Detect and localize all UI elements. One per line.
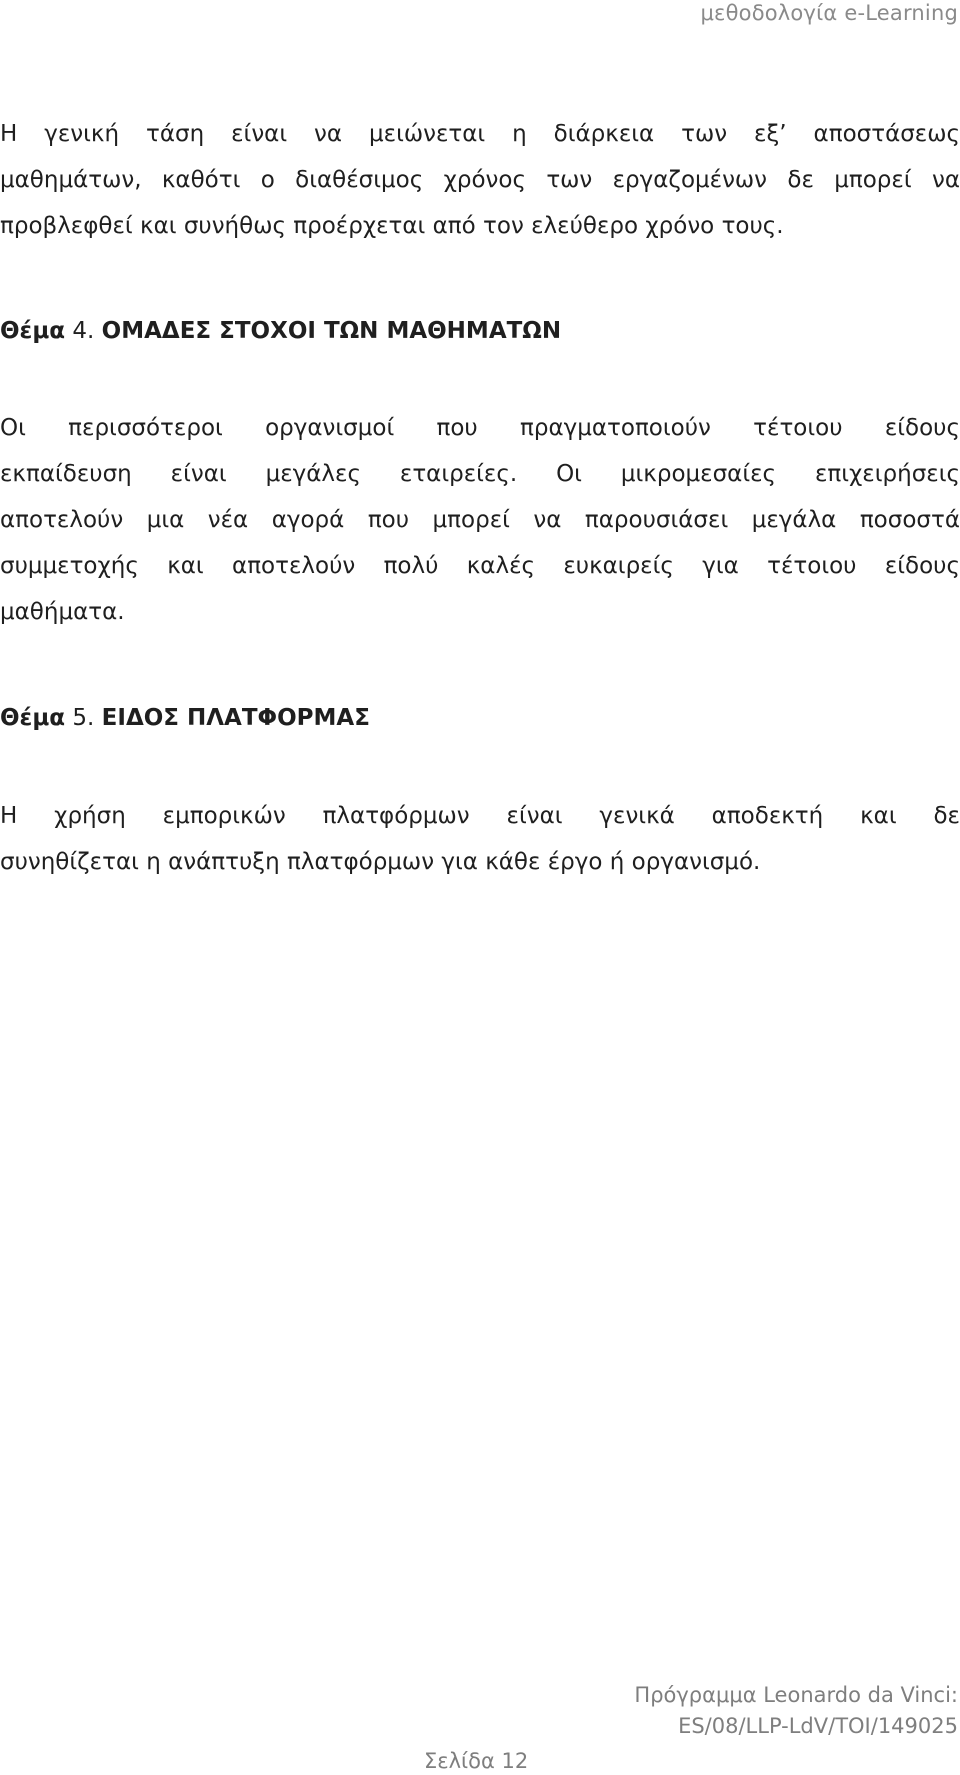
- topic-5-paragraph: [0, 793, 960, 885]
- section-heading-topic-4: [0, 318, 561, 344]
- heading-number: 5.: [72, 705, 95, 731]
- footer-program-code: ES/08/LLP-LdV/TOI/149025: [678, 1714, 958, 1738]
- heading-number: 4.: [72, 318, 95, 344]
- paragraph-line: μαθήματα.: [0, 599, 125, 625]
- footer-page-number: Σελίδα 12: [424, 1749, 529, 1773]
- heading-prefix: Θέμα: [0, 318, 66, 344]
- paragraph-line: Η χρήση εμπορικών πλατφόρμων είναι γενικά αποδεκτή και δε: [0, 803, 960, 829]
- paragraph-line: προβλεφθεί και συνήθως προέρχεται από τον ελεύθερο χρόνο τους.: [0, 213, 784, 239]
- paragraph-line: Οι περισσότεροι οργανισμοί που πραγματοποιούν τέτοιου είδους: [0, 415, 960, 441]
- heading-prefix: Θέμα: [0, 705, 66, 731]
- footer-program-name: Πρόγραμμα Leonardo da Vinci:: [634, 1683, 958, 1707]
- heading-title: ΟΜΑΔΕΣ ΣΤΟΧΟΙ ΤΩΝ ΜΑΘΗΜΑΤΩΝ: [101, 318, 562, 344]
- paragraph-line: μαθημάτων, καθότι ο διαθέσιμος χρόνος των εργαζομένων δε μπορεί να: [0, 167, 960, 193]
- topic-4-paragraph: [0, 405, 960, 635]
- section-heading-topic-5: [0, 705, 370, 731]
- intro-paragraph: [0, 111, 960, 249]
- paragraph-line: συνηθίζεται η ανάπτυξη πλατφόρμων για κάθε έργο ή οργανισμό.: [0, 849, 761, 875]
- paragraph-line: συμμετοχής και αποτελούν πολύ καλές ευκαιρείς για τέτοιου είδους: [0, 553, 960, 579]
- paragraph-line: Η γενική τάση είναι να μειώνεται η διάρκεια των εξ’ αποστάσεως: [0, 121, 960, 147]
- running-header-title: μεθοδολογία e-Learning: [700, 1, 958, 25]
- heading-title: ΕΙΔΟΣ ΠΛΑΤΦΟΡΜΑΣ: [101, 705, 370, 731]
- paragraph-line: αποτελούν μια νέα αγορά που μπορεί να παρουσιάσει μεγάλα ποσοστά: [0, 507, 960, 533]
- paragraph-line: εκπαίδευση είναι μεγάλες εταιρείες. Οι μικρομεσαίες επιχειρήσεις: [0, 461, 960, 487]
